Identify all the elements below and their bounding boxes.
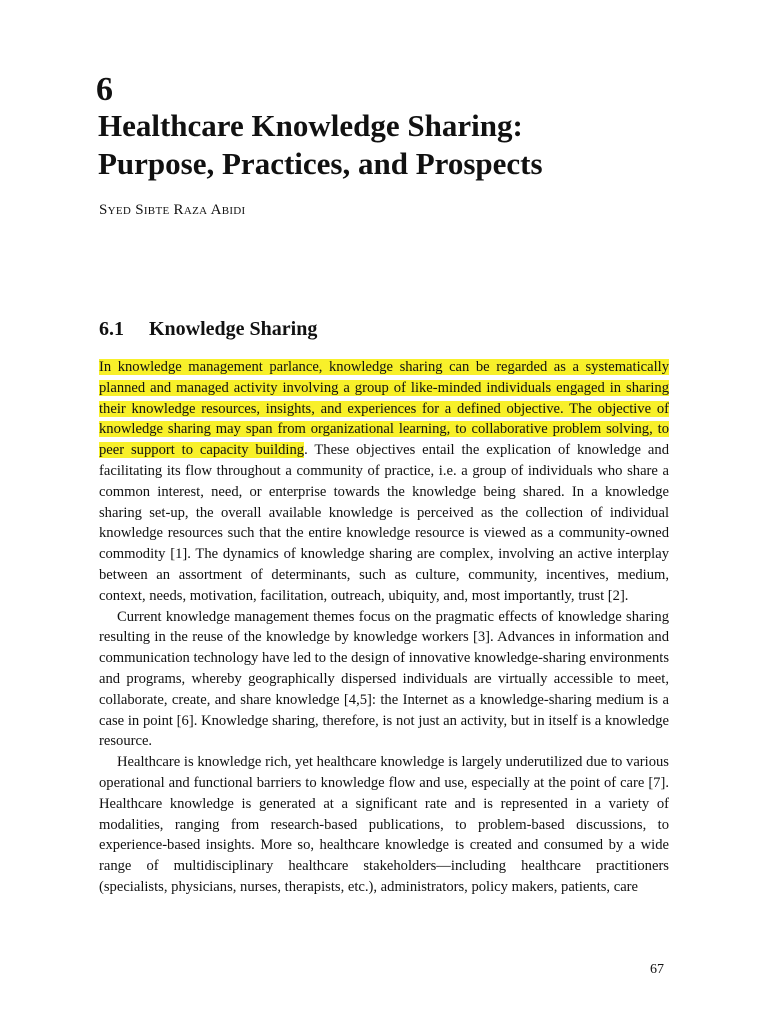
chapter-number: 6 — [96, 71, 113, 108]
body-text — [99, 357, 669, 898]
paragraph-1 — [99, 357, 669, 607]
highlighted-text[interactable]: In knowledge management parlance, knowledge sharing can be regarded as a systematically planned and managed activity involving a group of like-minded individuals engaged in sharing their knowledge resources, insights, and experiences for a defined objective. The objective of knowledge sharing may span from organizational learning, to collaborative problem solving, to peer support to capacity building — [99, 359, 669, 459]
paragraph-2: Current knowledge management themes focus on the pragmatic effects of knowledge sharing resulting in the reuse of the knowledge by knowledge workers [3]. Advances in information and communication technology have led to the design of innovative knowledge-sharing environments and programs, whereby geographically dispersed individuals are virtually accessible to meet, collaborate, create, and share knowledge [4,5]: the Internet as a knowledge-sharing medium is a case in point [6]. Knowledge sharing, therefore, is not just an activity, but in itself is a knowledge resource. — [99, 608, 669, 750]
section-title: Knowledge Sharing — [149, 318, 318, 340]
section-heading — [99, 316, 317, 342]
section-number: 6.1 — [99, 318, 124, 340]
chapter-title-line-2: Purpose, Practices, and Prospects — [98, 146, 543, 181]
paragraph-3: Healthcare is knowledge rich, yet healthcare knowledge is largely underutilized due to various operational and functional barriers to knowledge flow and use, especially at the point of care [7]. Healthcare knowledge is generated at a significant rate and is represented in a variety of modalities, ranging from research-based publications, to problem-based discussions, to experience-based insights. More so, healthcare knowledge is created and consumed by a wide range of multidisciplinary healthcare stakeholders—including healthcare practitioners (specialists, physicians, nurses, therapists, etc.), administrators, policy makers, patients, care — [99, 754, 669, 895]
author-name: Syed Sibte Raza Abidi — [99, 202, 246, 218]
chapter-title-line-1: Healthcare Knowledge Sharing: — [98, 108, 523, 143]
chapter-title — [98, 107, 718, 183]
page-number: 67 — [650, 962, 664, 977]
paragraph-1-rest: . These objectives entail the explication of knowledge and facilitating its flow throughout a community of practice, i.e. a group of individuals who share a common interest, need, or enterprise towards the knowledge being shared. In a knowledge sharing set-up, the overall available knowledge is perceived as the collection of individual knowledge resources such that the entire knowledge resource is viewed as a community-owned commodity [1]. The dynamics of knowledge sharing are complex, involving an active interplay between an assortment of determinants, such as culture, community, incentives, medium, context, needs, motivation, facilitation, outreach, ubiquity, and, most importantly, trust [2]. — [99, 442, 669, 604]
